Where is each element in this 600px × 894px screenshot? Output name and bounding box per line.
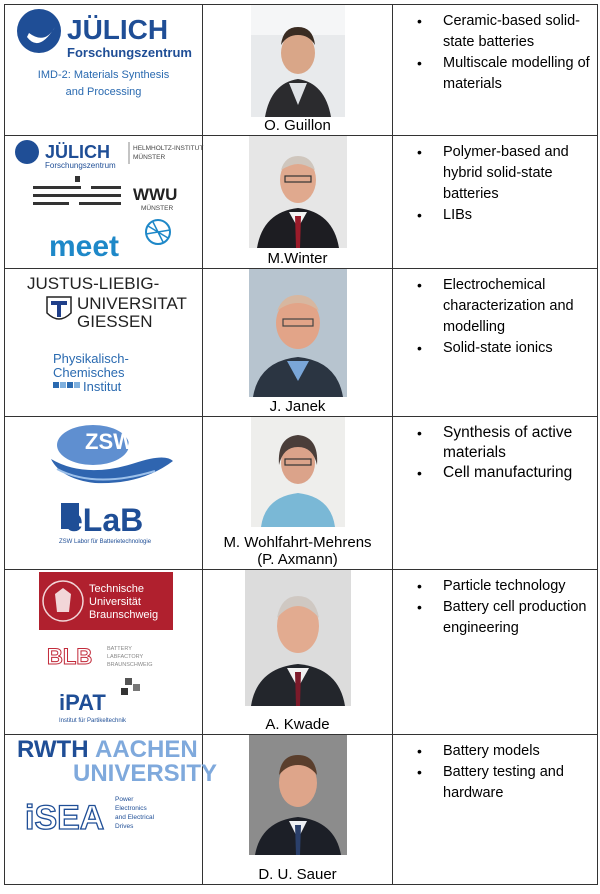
topics-cell <box>393 5 598 136</box>
topic-item: • Battery cell production engineering <box>443 597 597 639</box>
wwu-sub: MÜNSTER <box>141 205 174 212</box>
institution-cell <box>5 269 203 417</box>
helmholtz-label: HELMHOLTZ-INSTITUT <box>133 145 204 152</box>
person-photo <box>251 5 345 117</box>
person-cell <box>203 269 393 417</box>
tu-line2: Universität <box>89 596 141 608</box>
isea-sub3: and Electrical <box>115 814 155 821</box>
helmholtz-label2: MÜNSTER <box>133 154 166 161</box>
table-row <box>5 735 598 885</box>
person-cell <box>203 417 393 570</box>
juelich-org-sub: Forschungszentrum <box>67 45 192 60</box>
topic-item: • LIBs <box>443 205 597 226</box>
partners-table <box>4 4 598 885</box>
meet-label: meet <box>49 230 120 263</box>
blb-sub2: LABFACTORY <box>107 654 144 660</box>
person-photo <box>249 735 347 855</box>
table-row <box>5 5 598 136</box>
topic-item: • Ceramic-based solid-state batteries <box>443 11 597 53</box>
person-cell <box>203 5 393 136</box>
person-photo <box>249 136 347 248</box>
institution-cell <box>5 5 203 136</box>
person-name-secondary: (P. Axmann) <box>257 551 338 568</box>
table-row <box>5 136 598 269</box>
juelich-org-sub: Forschungszentrum <box>45 161 116 170</box>
person-photo <box>251 417 345 527</box>
isea-sub4: Drives <box>115 823 134 830</box>
person-cell <box>203 570 393 735</box>
rwth-label: RWTH <box>17 736 89 763</box>
zsw-label: ZSW <box>85 429 134 454</box>
blb-sub1: BATTERY <box>107 646 132 652</box>
juelich-org: JÜLICH <box>45 142 111 162</box>
person-cell <box>203 735 393 885</box>
university-label: UNIVERSITY <box>73 760 218 787</box>
giessen-line2: UNIVERSITAT <box>77 294 187 313</box>
elab-label: eLaB <box>65 502 144 538</box>
ipat-label: iPAT <box>59 690 106 715</box>
tu-line1: Technische <box>89 583 145 595</box>
ipat-sub: Institut für Partikeltechnik <box>59 718 127 724</box>
topic-item: • Particle technology <box>443 576 597 597</box>
giessen-logo <box>15 271 201 415</box>
topics-cell <box>393 735 598 885</box>
elab-sub: ZSW Labor für Batterietechnologie <box>59 539 152 545</box>
person-name: M. Wohlfahrt-Mehrens <box>223 534 372 551</box>
department-line2: and Processing <box>65 86 142 98</box>
aachen-label: AACHEN <box>95 736 198 763</box>
wwu-label: WWU <box>133 185 178 204</box>
topics-cell <box>393 269 598 417</box>
institution-cell <box>5 136 203 269</box>
rwth-isea-logos <box>15 736 218 881</box>
person-name: J. Janek <box>269 398 326 415</box>
institution-cell <box>5 417 203 570</box>
topics-cell <box>393 136 598 269</box>
pci-line1: Physikalisch- <box>53 351 129 366</box>
topics-cell <box>393 417 598 570</box>
topic-item: • Battery testing and hardware <box>443 762 597 804</box>
pci-line2: Chemisches <box>53 365 125 380</box>
meet-logos <box>13 138 203 266</box>
department-line1: IMD-2: Materials Synthesis <box>37 69 170 81</box>
topic-item: • Synthesis of active materials <box>443 423 597 463</box>
blb-label: BLB <box>47 644 93 669</box>
topic-item: • Solid-state ionics <box>443 338 597 359</box>
topics-cell <box>393 570 598 735</box>
person-cell <box>203 136 393 269</box>
topic-item: • Battery models <box>443 741 597 762</box>
topic-item: • Cell manufacturing <box>443 463 597 483</box>
topic-item: • Electrochemical characterization and modelling <box>443 275 597 338</box>
isea-label: iSEA <box>25 799 105 837</box>
topic-item: • Polymer-based and hybrid solid-state batteries <box>443 142 597 205</box>
person-name: A. Kwade <box>265 716 330 733</box>
juelich-org: JÜLICH <box>67 14 169 45</box>
blb-sub3: BRAUNSCHWEIG <box>107 662 153 668</box>
person-name: D. U. Sauer <box>258 866 337 883</box>
person-photo <box>245 570 351 706</box>
juelich-logo <box>15 7 205 67</box>
table-row <box>5 269 598 417</box>
isea-sub1: Power <box>115 796 134 803</box>
person-photo <box>249 269 347 397</box>
giessen-line1: JUSTUS-LIEBIG- <box>27 274 160 293</box>
person-name: O. Guillon <box>264 117 331 134</box>
institution-cell <box>5 570 203 735</box>
giessen-line3: GIESSEN <box>77 312 153 331</box>
institution-cell <box>5 735 218 885</box>
tu-line3: Braunschweig <box>89 609 159 621</box>
tu-braunschweig-logos <box>35 572 185 732</box>
table-row <box>5 417 598 570</box>
zsw-elab-logo <box>45 419 175 567</box>
isea-sub2: Electronics <box>115 805 147 812</box>
table-row <box>5 570 598 735</box>
pci-line3: Institut <box>83 379 122 394</box>
person-name: M.Winter <box>267 250 328 267</box>
topic-item: • Multiscale modelling of materials <box>443 53 597 95</box>
